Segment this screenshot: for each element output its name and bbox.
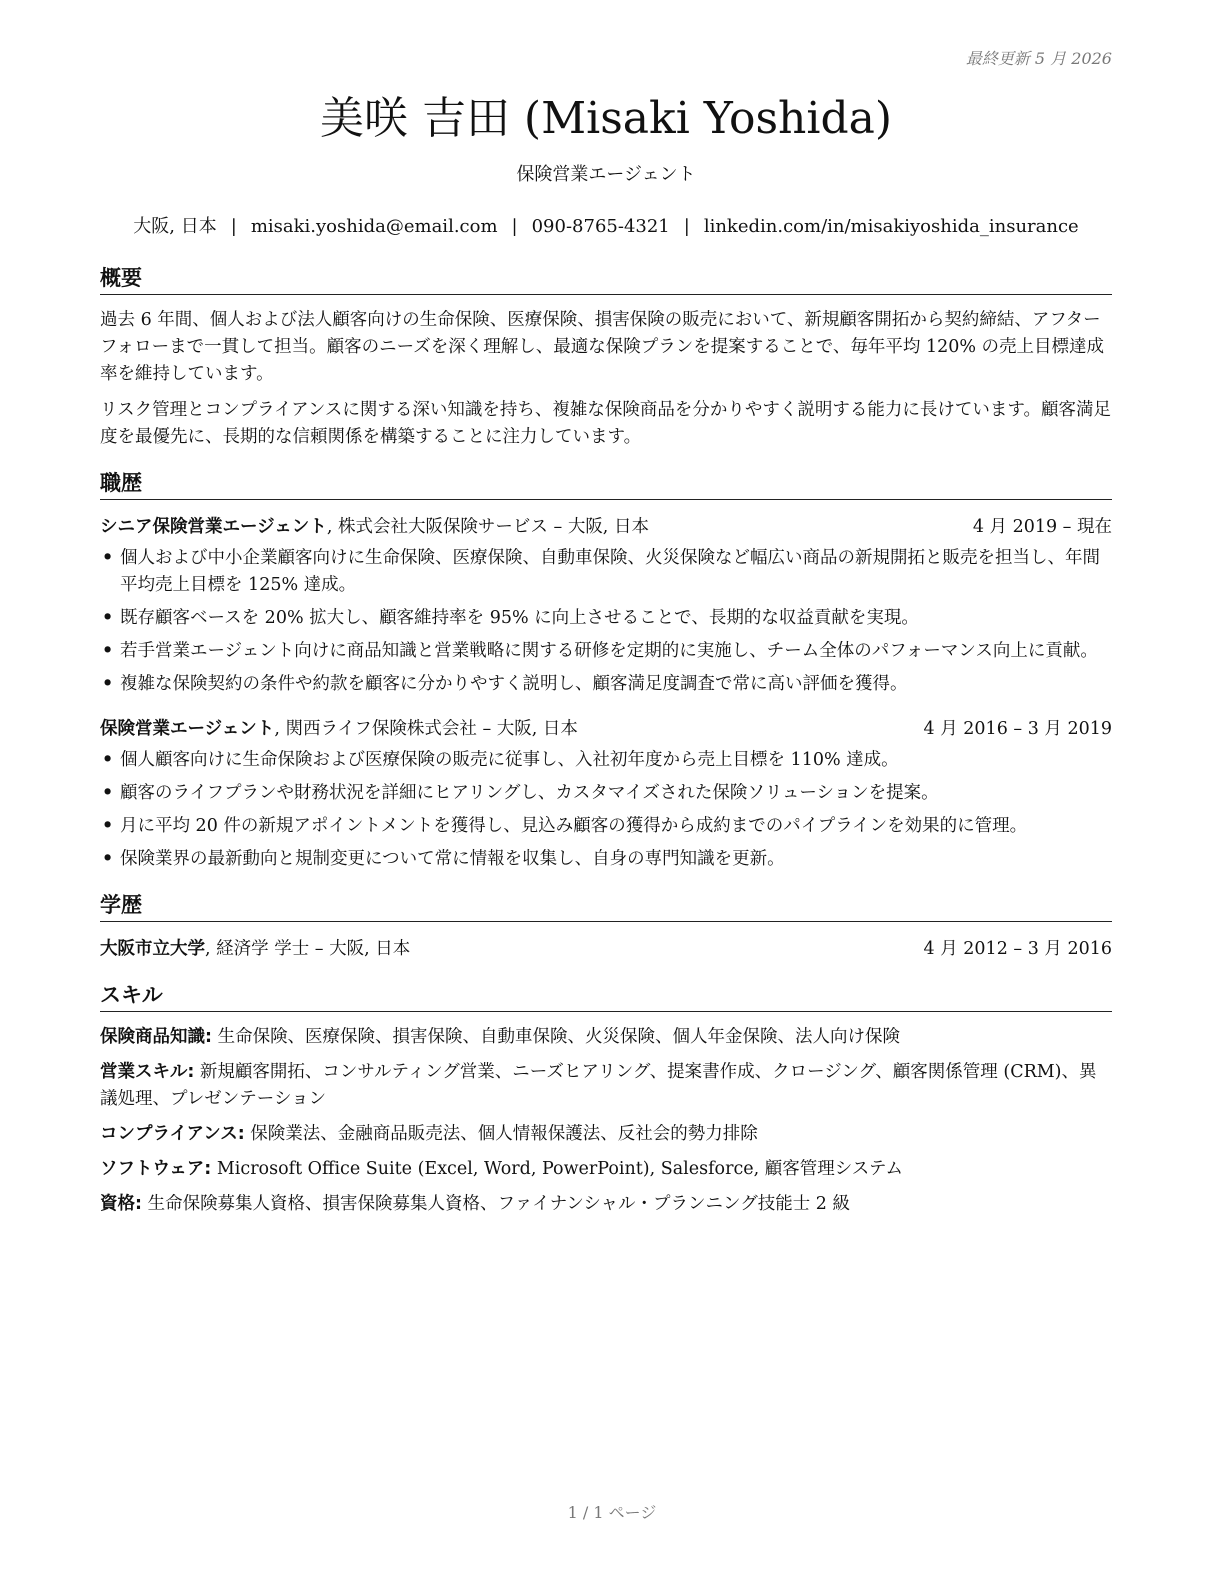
experience-entry [100,514,1112,698]
summary-section [100,264,1112,451]
entry-header [100,716,1112,743]
education-entry [100,936,1112,963]
education-dates: 4 月 2012 – 3 月 2016 [923,939,1112,959]
entry-org: , 関西ライフ保険株式会社 – 大阪, 日本 [274,719,578,739]
skill-label: 保険商品知識: [100,1027,212,1047]
skill-row [100,1059,1112,1113]
separator: | [511,216,518,237]
entry-dates: 4 月 2019 – 現在 [972,517,1112,537]
entry-bullets [100,747,1112,873]
section-title-skills: スキル [100,981,1112,1012]
page-number: 1 / 1 ページ [567,1503,657,1522]
entry-role: 保険営業エージェント [100,719,275,739]
entry-dates: 4 月 2016 – 3 月 2019 [923,719,1112,739]
section-title-experience: 職歴 [100,469,1112,500]
contact-phone[interactable]: 090-8765-4321 [531,216,670,237]
experience-section [100,469,1112,873]
resume-page [100,0,1112,1218]
section-title-summary: 概要 [100,264,1112,295]
bullet-item: • 若手営業エージェント向けに商品知識と営業戦略に関する研修を定期的に実施し、チーム全体のパフォーマンス向上に貢献。 [120,638,1112,665]
bullet-item: • 保険業界の最新動向と規制変更について常に情報を収集し、自身の専門知識を更新。 [120,846,1112,873]
skill-row [100,1024,1112,1051]
entry-header [100,514,1112,541]
education-section [100,891,1112,963]
separator: | [230,216,237,237]
bullet-item: • 個人および中小企業顧客向けに生命保険、医療保険、自動車保険、火災保険など幅広い商品の新規開拓と販売を担当し、年間平均売上目標を 125% 達成。 [120,545,1112,599]
skill-value: 生命保険、医療保険、損害保険、自動車保険、火災保険、個人年金保険、法人向け保険 [212,1027,901,1047]
skill-label: 営業スキル: [100,1062,195,1082]
skill-row [100,1191,1112,1218]
skill-label: 資格: [100,1194,142,1214]
entry-bullets [100,545,1112,698]
contact-email[interactable]: misaki.yoshida@email.com [250,216,498,237]
bullet-item: • 月に平均 20 件の新規アポイントメントを獲得し、見込み顧客の獲得から成約までのパイプラインを効果的に管理。 [120,813,1112,840]
job-title: 保険営業エージェント [516,164,696,185]
bullet-item: • 既存顧客ベースを 20% 拡大し、顧客維持率を 95% に向上させることで、長期的な収益貢献を実現。 [120,605,1112,632]
bullet-item: • 個人顧客向けに生命保険および医療保険の販売に従事し、入社初年度から売上目標を 110% 達成。 [120,747,1112,774]
education-detail: , 経済学 学士 – 大阪, 日本 [205,939,411,959]
skill-label: ソフトウェア: [100,1159,212,1179]
skill-row [100,1156,1112,1183]
entry-org: , 株式会社大阪保険サービス – 大阪, 日本 [326,517,649,537]
skill-value: 生命保険募集人資格、損害保険募集人資格、ファイナンシャル・プランニング技能士 2 級 [142,1194,850,1214]
contact-location: 大阪, 日本 [133,216,217,237]
skill-value: Microsoft Office Suite (Excel, Word, PowerPoint), Salesforce, 顧客管理システム [211,1159,903,1179]
education-school: 大阪市立大学 [100,939,205,959]
contact-line [100,214,1112,240]
summary-paragraph: 過去 6 年間、個人および法人顧客向けの生命保険、医療保険、損害保険の販売において、新規顧客開拓から契約締結、アフターフォローまで一貫して担当。顧客のニーズを深く理解し、最適な保険プランを提案することで、毎年平均 120% の売上目標達成率を維持しています。 [100,310,1105,384]
summary-paragraph: リスク管理とコンプライアンスに関する深い知識を持ち、複雑な保険商品を分かりやすく説明する能力に長けています。顧客満足度を最優先に、長期的な信頼関係を構築することに注力しています。 [100,400,1111,447]
section-title-education: 学歴 [100,891,1112,922]
entry-role: シニア保険営業エージェント [100,517,327,537]
skill-row [100,1121,1112,1148]
experience-entry [100,716,1112,873]
skill-label: コンプライアンス: [100,1124,245,1144]
skill-value: 保険業法、金融商品販売法、個人情報保護法、反社会的勢力排除 [244,1124,758,1144]
last-updated: 最終更新 5 月 2026 [965,49,1112,68]
separator: | [683,216,690,237]
contact-linkedin[interactable]: linkedin.com/in/misakiyoshida_insurance [703,216,1079,237]
skill-value: 新規顧客開拓、コンサルティング営業、ニーズヒアリング、提案書作成、クロージング、顧客関係管理 (CRM)、異議処理、プレゼンテーション [100,1062,1097,1109]
candidate-name: 美咲 吉田 (Misaki Yoshida) [319,93,893,144]
bullet-item: • 顧客のライフプランや財務状況を詳細にヒアリングし、カスタマイズされた保険ソリューションを提案。 [120,780,1112,807]
skills-section [100,981,1112,1218]
bullet-item: • 複雑な保険契約の条件や約款を顧客に分かりやすく説明し、顧客満足度調査で常に高い評価を獲得。 [120,671,1112,698]
